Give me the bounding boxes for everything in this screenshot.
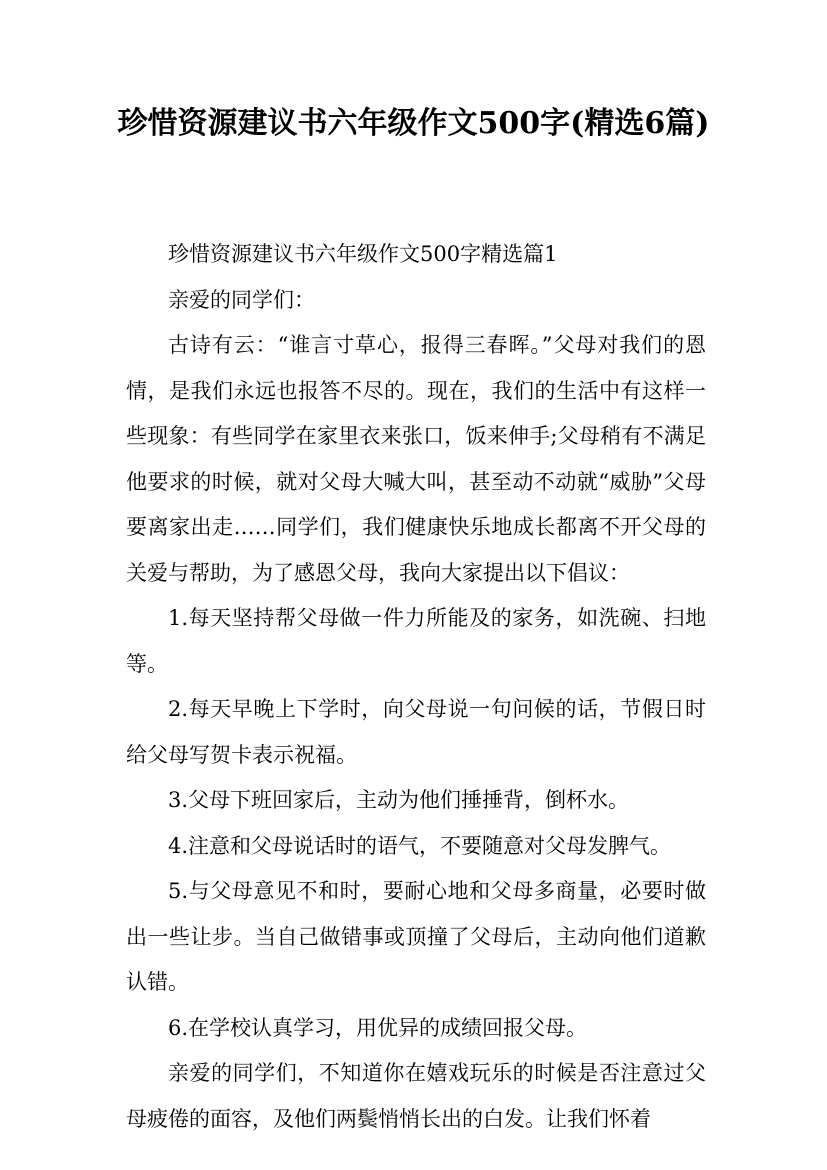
proposal-item-2: 2.每天早晚上下学时，向父母说一句问候的话，节假日时给父母写贺卡表示祝福。: [126, 697, 706, 767]
proposal-item-5: 5.与父母意见不和时，要耐心地和父母多商量，必要时做出一些让步。当自己做错事或顶撞了父母后，主动向他们道歉认错。: [126, 879, 706, 994]
salutation: 亲爱的同学们：: [168, 287, 315, 312]
proposal-item-6: 6.在学校认真学习，用优异的成绩回报父母。: [168, 1015, 588, 1040]
document-body: [126, 232, 706, 1142]
proposal-item-1: 1.每天坚持帮父母做一件力所能及的家务，如洗碗、扫地等。: [126, 606, 706, 676]
section-heading: 珍惜资源建议书六年级作文500字精选篇1: [168, 242, 558, 266]
body-paragraph: 古诗有云：“谁言寸草心，报得三春晖。”父母对我们的恩情，是我们永远也报答不尽的。现在，我们的生活中有这样一些现象：有些同学在家里衣来张口，饭来伸手;父母稍有不满足他要求的时候，就对父母大喊大叫，甚至动不动就“威胁”父母要离家出走……同学们，我们健康快乐地成长都离不开父母的关爱与帮助，为了感恩父母，我向大家提出以下倡议：: [126, 333, 706, 585]
proposal-item-3: 3.父母下班回家后，主动为他们捶捶背，倒杯水。: [168, 788, 630, 812]
closing-paragraph: 亲爱的同学们，不知道你在嬉戏玩乐的时候是否注意过父母疲倦的面容，及他们两鬓悄悄长出的白发。让我们怀着: [126, 1061, 706, 1131]
proposal-item-4: 4.注意和父母说话时的语气，不要随意对父母发脾气。: [168, 833, 672, 858]
document-title: 珍惜资源建议书六年级作文500字(精选6篇): [117, 106, 710, 141]
